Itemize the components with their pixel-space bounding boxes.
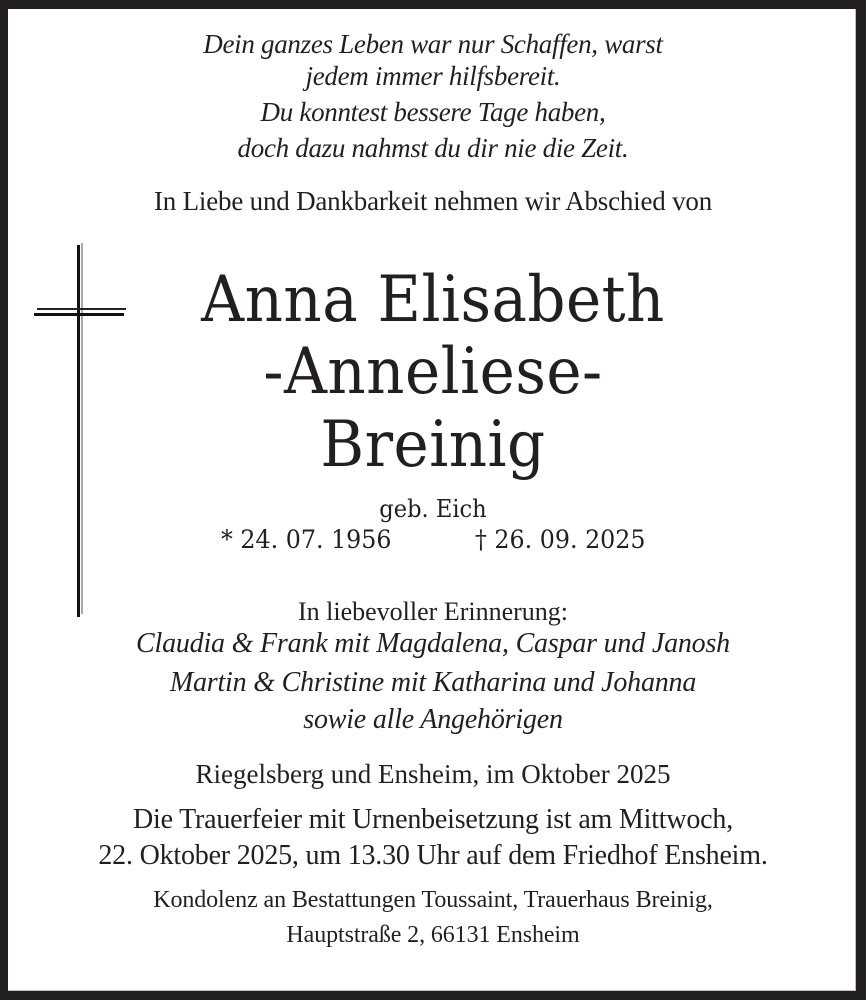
condolence-address: Hauptstraße 2, 66131 Ensheim — [286, 922, 580, 948]
maiden-name: geb. Eich — [379, 495, 487, 523]
deceased-surname: Breinig — [320, 408, 546, 482]
deceased-nickname: -Anneliese- — [263, 335, 603, 409]
deceased-name-line-1: Anna Elisabeth — [201, 263, 665, 337]
mourner-line-1: Claudia & Frank mit Magdalena, Caspar und Janosh — [136, 628, 730, 659]
memory-label: In liebevoller Erinnerung: — [297, 597, 569, 626]
poem-line-2: jedem immer hilfsbereit. — [305, 61, 561, 91]
service-line-1: Die Trauerfeier mit Urnenbeisetzung ist am Mittwoch, — [132, 804, 734, 835]
mourner-line-3: sowie alle Angehörigen — [303, 704, 563, 735]
birth-date: * 24. 07. 1956 — [221, 525, 392, 554]
condolence-line-1: Kondolenz an Bestattungen Toussaint, Trauerhaus Breinig, — [153, 887, 713, 913]
poem-line-1: Dein ganzes Leben war nur Schaffen, warst — [203, 29, 663, 59]
mourner-line-2: Martin & Christine mit Katharina und Johanna — [169, 667, 697, 698]
death-date: † 26. 09. 2025 — [475, 525, 646, 554]
poem-line-4: doch dazu nahmst du dir nie die Zeit. — [237, 133, 629, 163]
poem-line-3: Du konntest bessere Tage haben, — [260, 97, 606, 127]
place-date: Riegelsberg und Ensheim, im Oktober 2025 — [195, 759, 671, 789]
farewell-intro: In Liebe und Dankbarkeit nehmen wir Abschied von — [154, 186, 712, 216]
service-line-2: 22. Oktober 2025, um 13.30 Uhr auf dem Friedhof Ensheim. — [98, 840, 768, 871]
